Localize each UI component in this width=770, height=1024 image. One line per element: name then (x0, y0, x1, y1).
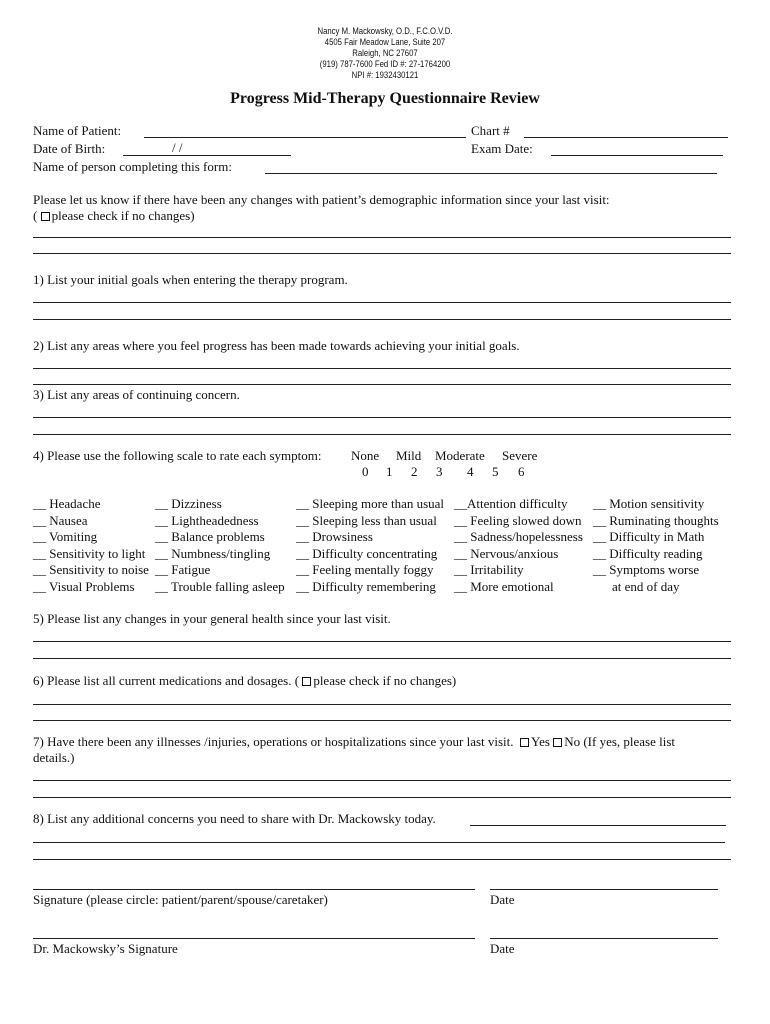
scale-severe: Severe (502, 448, 538, 463)
date-label-1: Date (490, 892, 515, 907)
exam-date-label: Exam Date: (471, 141, 533, 156)
meds-no-changes-checkbox[interactable] (302, 677, 311, 686)
question-1: 1) List your initial goals when entering the therapy program. (33, 272, 348, 287)
dob-field[interactable] (123, 155, 291, 156)
question-3: 3) List any areas of continuing concern. (33, 387, 240, 402)
q8-inline-field[interactable] (470, 825, 726, 826)
patient-name-label: Name of Patient: (33, 123, 122, 138)
scale-num-5: 5 (492, 464, 499, 479)
header-name: Nancy M. Mackowsky, O.D., F.C.O.V.D. (317, 26, 453, 36)
symptom-headache[interactable]: __ Headache (33, 496, 101, 511)
symptom-trouble-sleeping[interactable]: __ Trouble falling asleep (155, 578, 285, 594)
dob-label: Date of Birth: (33, 141, 106, 156)
symptom-column-5 (593, 496, 719, 595)
symptom-mentally-foggy[interactable]: __ Feeling mentally foggy (296, 562, 434, 577)
no-changes-checkbox[interactable] (41, 212, 50, 221)
scale-num-1: 1 (386, 464, 393, 479)
patient-name-field[interactable] (144, 137, 466, 138)
q3-line-1[interactable] (33, 417, 731, 418)
symptom-sleeping-less[interactable]: __ Sleeping less than usual (296, 512, 437, 528)
symptom-visual-problems[interactable]: __ Visual Problems (33, 578, 135, 594)
date-line-2[interactable] (490, 938, 718, 939)
symptom-math[interactable]: __ Difficulty in Math (593, 529, 705, 544)
symptom-attention[interactable]: __Attention difficulty (454, 496, 568, 511)
date-label-2: Date (490, 941, 515, 956)
symptom-column-3 (296, 496, 444, 595)
demographic-line-2[interactable] (33, 253, 731, 254)
header-city: Raleigh, NC 27607 (352, 48, 418, 58)
q1-line-1[interactable] (33, 302, 731, 303)
open-paren: ( (33, 208, 38, 223)
q7-line-2[interactable] (33, 797, 731, 798)
symptom-dizziness[interactable]: __ Dizziness (155, 496, 222, 511)
question-7-text: 7) Have there been any illnesses /injuries, operations or hospitalizations since your last visit. (33, 734, 514, 749)
symptom-worse-cont: at end of day (612, 578, 680, 594)
exam-date-field[interactable] (551, 155, 723, 156)
chart-field[interactable] (524, 137, 728, 138)
question-2: 2) List any areas where you feel progress has been made towards achieving your initial goals. (33, 338, 520, 353)
no-label: No (If yes, please list (564, 734, 676, 749)
symptom-balance-problems[interactable]: __ Balance problems (155, 529, 265, 544)
q8-line-2[interactable] (33, 859, 731, 860)
symptom-lightheadedness[interactable]: __ Lightheadedness (155, 512, 259, 528)
symptom-more-emotional[interactable]: __ More emotional (454, 578, 554, 594)
q5-line-2[interactable] (33, 658, 731, 659)
q7-line-1[interactable] (33, 780, 731, 781)
yes-checkbox[interactable] (520, 738, 529, 747)
meds-no-changes-label: please check if no changes) (313, 673, 457, 688)
question-5: 5) Please list any changes in your general health since your last visit. (33, 611, 391, 626)
q3-line-2[interactable] (33, 434, 731, 435)
q5-line-1[interactable] (33, 641, 731, 642)
scale-num-3: 3 (436, 464, 443, 479)
symptom-vomiting[interactable]: __ Vomiting (33, 529, 98, 544)
symptom-sadness[interactable]: __ Sadness/hopelessness (454, 529, 583, 544)
symptom-concentrating[interactable]: __ Difficulty concentrating (296, 545, 438, 561)
question-4: 4) Please use the following scale to rate each symptom: (33, 448, 322, 463)
date-line-1[interactable] (490, 889, 718, 890)
scale-num-4: 4 (467, 464, 474, 479)
header-phone: (919) 787-7600 Fed ID #: 27-1764200 (319, 59, 451, 69)
question-7 (33, 734, 675, 750)
scale-num-0: 0 (362, 464, 369, 479)
symptom-light-sensitivity[interactable]: __ Sensitivity to light (33, 545, 146, 561)
page-title: Progress Mid-Therapy Questionnaire Review (230, 90, 540, 107)
symptom-numbness[interactable]: __ Numbness/tingling (155, 545, 271, 561)
symptom-worse[interactable]: __ Symptoms worse (593, 562, 700, 577)
no-checkbox[interactable] (553, 738, 562, 747)
symptom-column-2 (155, 496, 285, 595)
chart-label: Chart # (471, 123, 510, 138)
header-npi: NPI #: 1932430121 (351, 70, 419, 80)
symptom-fatigue[interactable]: __ Fatigue (155, 562, 211, 577)
yes-label: Yes (531, 734, 550, 749)
scale-none: None (351, 448, 380, 463)
no-changes-label: please check if no changes) (51, 208, 195, 223)
demographic-line-1[interactable] (33, 237, 731, 238)
symptom-irritability[interactable]: __ Irritability (454, 562, 524, 577)
q1-line-2[interactable] (33, 319, 731, 320)
scale-num-2: 2 (411, 464, 418, 479)
symptom-noise-sensitivity[interactable]: __ Sensitivity to noise (33, 562, 149, 577)
symptom-motion-sensitivity[interactable]: __ Motion sensitivity (593, 496, 705, 511)
q6-line-2[interactable] (33, 720, 731, 721)
completer-field[interactable] (265, 173, 717, 174)
scale-mild: Mild (396, 448, 422, 463)
scale-moderate: Moderate (435, 448, 485, 463)
q2-line-1[interactable] (33, 368, 731, 369)
question-8: 8) List any additional concerns you need to share with Dr. Mackowsky today. (33, 811, 436, 826)
header-address: 4505 Fair Meadow Lane, Suite 207 (324, 37, 446, 47)
completer-label: Name of person completing this form: (33, 159, 232, 174)
question-6-text: 6) Please list all current medications and dosages. ( (33, 673, 300, 688)
symptom-drowsiness[interactable]: __ Drowsiness (296, 529, 373, 544)
demographic-prompt: Please let us know if there have been any changes with patient’s demographic information since your last visit: (33, 192, 610, 207)
symptom-nervous[interactable]: __ Nervous/anxious (454, 545, 559, 561)
symptom-slowed-down[interactable]: __ Feeling slowed down (454, 512, 582, 528)
symptom-remembering[interactable]: __ Difficulty remembering (296, 578, 436, 594)
symptom-column-4 (454, 496, 583, 595)
doctor-signature-line[interactable] (33, 938, 475, 939)
scale-num-6: 6 (518, 464, 525, 479)
patient-signature-line[interactable] (33, 889, 475, 890)
demographic-check (33, 208, 195, 224)
symptom-ruminating[interactable]: __ Ruminating thoughts (593, 512, 719, 528)
q6-line-1[interactable] (33, 704, 731, 705)
dob-slashes: / / (172, 140, 183, 155)
q2-line-2[interactable] (33, 384, 731, 385)
q8-line-1[interactable] (33, 842, 725, 843)
patient-signature-label: Signature (please circle: patient/parent/spouse/caretaker) (33, 892, 328, 907)
symptom-nausea[interactable]: __ Nausea (33, 512, 88, 528)
question-7-details: details.) (33, 750, 75, 765)
symptom-reading[interactable]: __ Difficulty reading (593, 545, 703, 561)
question-6 (33, 673, 456, 689)
symptom-sleeping-more[interactable]: __ Sleeping more than usual (296, 496, 445, 511)
doctor-signature-label: Dr. Mackowsky’s Signature (33, 941, 178, 956)
symptom-column-1 (33, 496, 149, 595)
